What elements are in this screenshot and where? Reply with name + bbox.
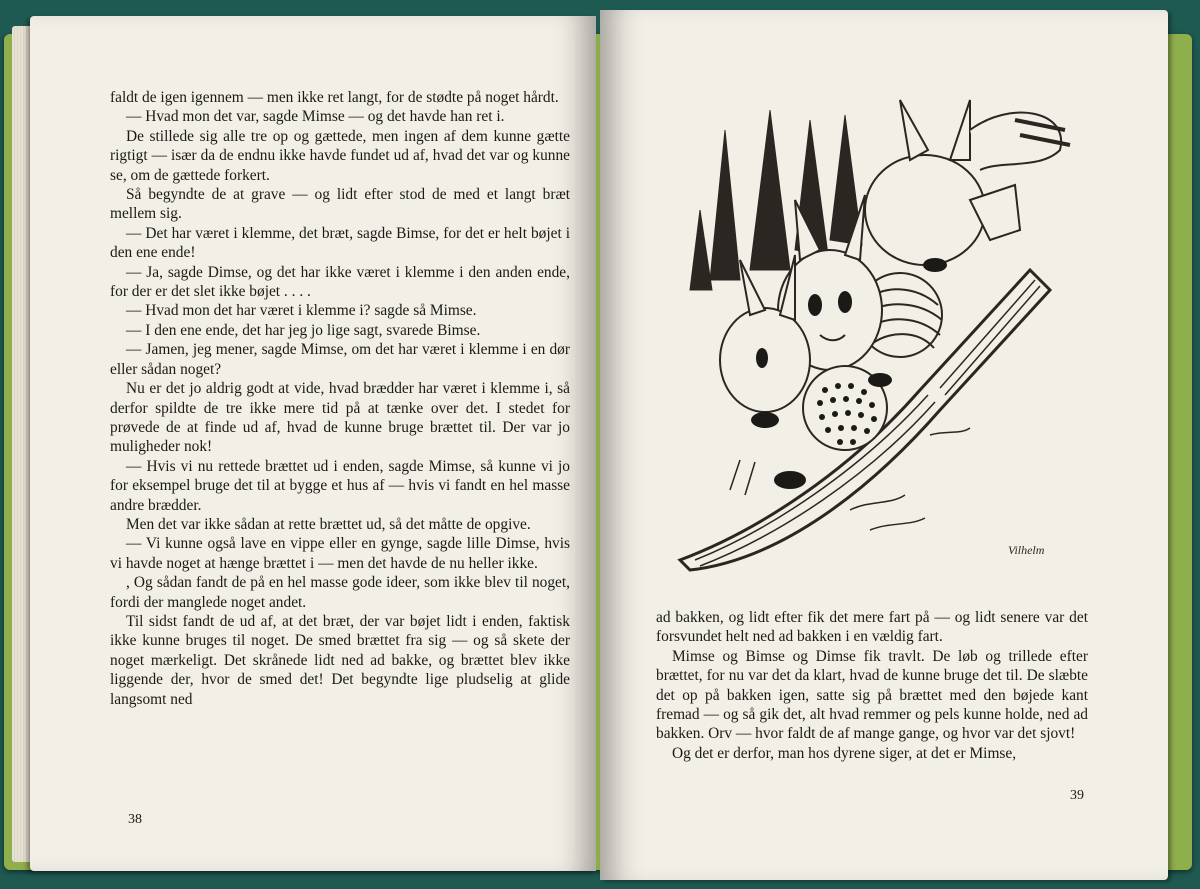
illustration-signature: Vilhelm bbox=[1008, 543, 1045, 557]
right-page bbox=[600, 10, 1168, 880]
paragraph: Til sidst fandt de ud af, at det bræt, der var bøjet lidt i enden, faktisk ikke kunne bruges til noget. De smed brættet fra sig — og så skete der noget mærkeligt. Det skrånede lidt ned ad bakke, og brættet blev ikke liggende der, hvor de smed det! Det begyndte lige pludselig at glide langsomt ned bbox=[110, 612, 570, 708]
squirrels-sledding-illustration bbox=[670, 90, 1090, 580]
paragraph: Så begyndte de at grave — og lidt efter stod de med et langt bræt mellem sig. bbox=[110, 186, 570, 223]
paragraph: Nu er det jo aldrig godt at vide, hvad brædder har været i klemme i, så derfor spildte de tre ikke mere tid på at tænke over det. I stedet for prøvede de at finde ud af, hvad de kunne bruge brættet til. Der var jo muligheder nok! bbox=[110, 380, 570, 456]
paragraph: — Hvad mon det var, sagde Mimse — og det havde han ret i. bbox=[126, 108, 505, 126]
paragraph: De stillede sig alle tre op og gættede, men ingen af dem kunne gætte rigtigt — især da de endnu ikke havde fundet ud af, hvad det var og kunne se, om de gættede forkert. bbox=[110, 127, 570, 184]
paragraph: — I den ene ende, det har jeg jo lige sagt, svarede Bimse. bbox=[126, 321, 481, 339]
paragraph: Men det var ikke sådan at rette brættet ud, så det måtte de opgive. bbox=[126, 515, 531, 533]
paragraph: faldt de igen igennem — men ikke ret langt, for de stødte på noget hårdt. bbox=[110, 89, 559, 106]
paragraph: — Vi kunne også lave en vippe eller en gynge, sagde lille Dimse, hvis vi havde noget at hænge brættet i — men det havde de nu heller ikke. bbox=[110, 535, 570, 572]
paragraph: ad bakken, og lidt efter fik det mere fart på — og lidt senere var det forsvundet helt ned ad bakken i en vældig fart. bbox=[656, 609, 1088, 646]
paragraph: — Hvis vi nu rettede brættet ud i enden, sagde Mimse, så kunne vi jo for eksempel bruge det til at bygge et hus af — hvis vi fandt en hel masse andre brædder. bbox=[110, 457, 570, 514]
paragraph: — Hvad mon det har været i klemme i? sagde så Mimse. bbox=[126, 302, 477, 320]
paragraph: — Jamen, jeg mener, sagde Mimse, om det har været i klemme i en dør eller sådan noget? bbox=[110, 341, 570, 378]
left-page-text bbox=[110, 88, 570, 709]
paragraph: — Ja, sagde Dimse, og det har ikke været i klemme i den anden ende, for der er det slet ikke bøjet . . . . bbox=[110, 263, 570, 301]
paragraph: — Det har været i klemme, det bræt, sagde Bimse, for det er helt bøjet i den ene ende! bbox=[110, 224, 570, 262]
page-number: 39 bbox=[1070, 788, 1084, 803]
paragraph: Mimse og Bimse og Dimse fik travlt. De løb og trillede efter brættet, for nu var det da klart, hvad de kunne bruge det til. De slæbte det op på bakken igen, satte sig på brættet med den bøjede kant fremad — og så gik det, alt hvad remmer og pels kunne holde, ned ad bakken. Orv — hvor faldt de af mange gange, og hvor var det sjovt! bbox=[656, 647, 1088, 743]
paragraph: Og det er derfor, man hos dyrene siger, at det er Mimse, bbox=[672, 744, 1017, 762]
right-page-text bbox=[656, 608, 1088, 763]
paragraph: , Og sådan fandt de på en hel masse gode ideer, som ikke blev til noget, fordi der manglede noget andet. bbox=[110, 574, 570, 611]
left-page bbox=[30, 16, 596, 871]
page-number: 38 bbox=[128, 812, 142, 827]
